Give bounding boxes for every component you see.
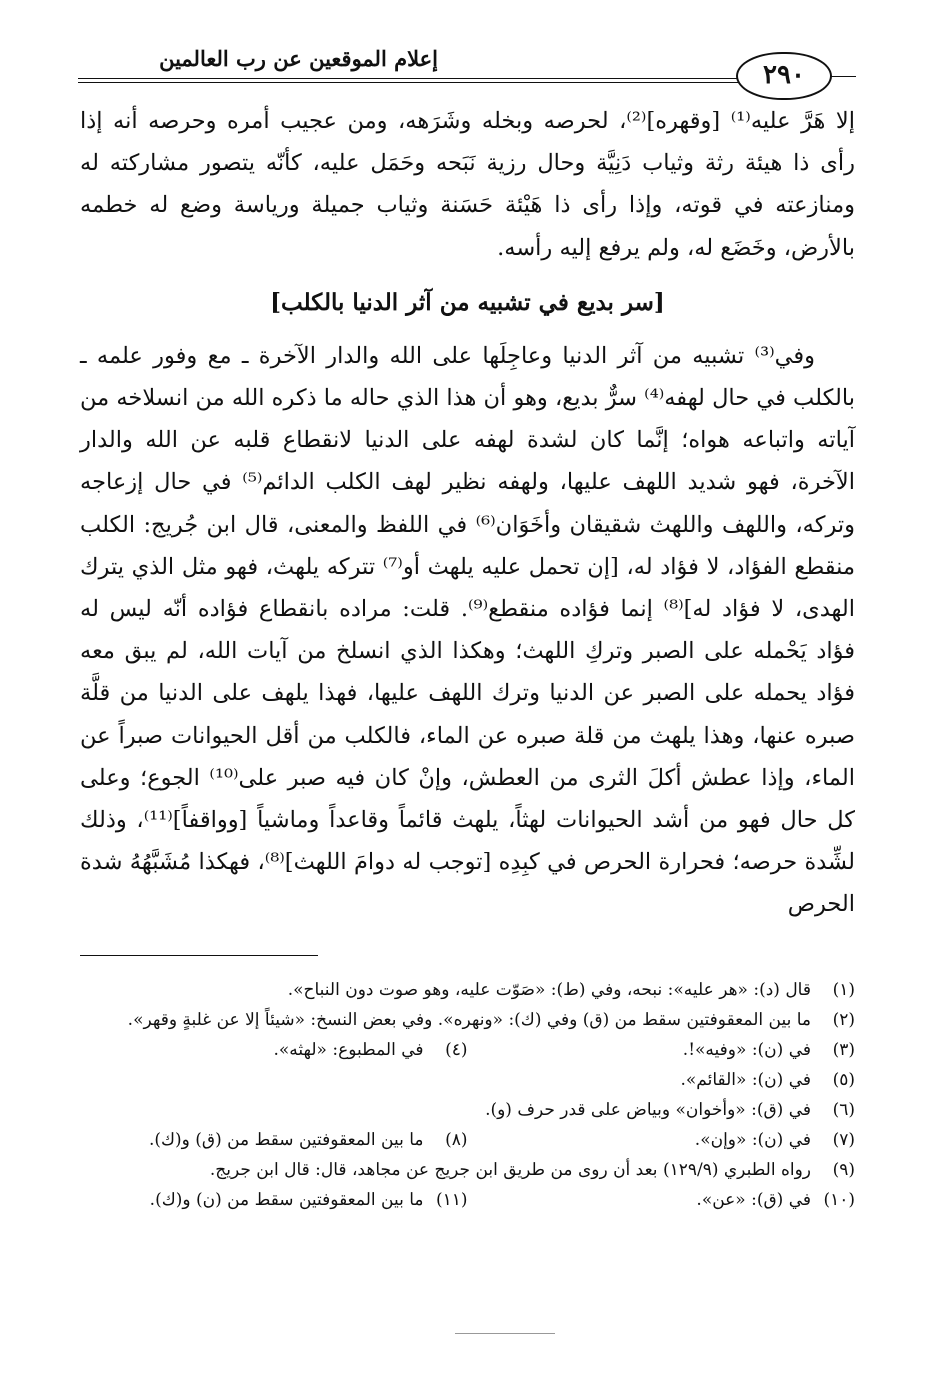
footnote-text: قال (د): «هر عليه»: نبحه، وفي (ط): «صَوّت عليه، وهو صوت دون النباح».: [287, 980, 811, 1000]
footnote-row: [80, 1125, 855, 1155]
footnote-text: في (ق): «عن».: [696, 1190, 811, 1210]
footnote-separator: [80, 955, 318, 956]
footnote-number: (٥): [832, 1070, 855, 1090]
footnote: [80, 1155, 855, 1185]
header-rule-double: [78, 82, 738, 83]
main-text: [80, 100, 855, 926]
footnote-row: [80, 1185, 855, 1215]
bottom-rule: [455, 1333, 555, 1334]
footnote-number: (٩): [832, 1160, 855, 1180]
footnote-number: (٢): [832, 1010, 855, 1030]
footnote: [468, 1125, 856, 1155]
footnote-text: ما بين المعقوفتين سقط من (ن) و(ك).: [149, 1190, 424, 1210]
paragraph-intro: إلا هَرَّ عليه⁽¹⁾ [وقهره]⁽²⁾، لحرصه وبخله وشَرَهه، ومن عجيب أمره وحرصه أنه إذا رأى ذا هيئة رثة وثياب دَنِيَّة وحال رزية نَبَحه وحَمَل عليه، كأنّه يتصور مشاركته له ومنازعته في قوته، وإذا رأى ذا هَيْئة حَسَنة وثياب جميلة ورياسة وضع له خطمه بالأرض، وخَضَع له، ولم يرفع إليه رأسه.: [80, 108, 855, 261]
footnote-text: في (ن): «القائم».: [680, 1070, 811, 1090]
footnote: [80, 1035, 468, 1065]
footnote: [80, 1095, 855, 1125]
running-title: إعلام الموقعين عن رب العالمين: [159, 46, 438, 71]
footnote-text: في (ن): «وإن».: [694, 1130, 811, 1150]
footnote: [80, 975, 855, 1005]
footnote-number: (٦): [832, 1100, 855, 1120]
footnote: [80, 1065, 855, 1095]
footnote-text: في (ن): «وفيه»!.: [682, 1040, 811, 1060]
running-header: [78, 44, 856, 94]
footnote-text: ما بين المعقوفتين سقط من (ق) و(ك).: [148, 1130, 424, 1150]
footnote: [468, 1185, 856, 1215]
footnote-number: (١١): [435, 1190, 468, 1210]
footnote-number: (١): [832, 980, 855, 1000]
footnote: [468, 1035, 856, 1065]
footnote-row: [80, 1035, 855, 1065]
footnote-number: (٤): [445, 1040, 468, 1060]
footnote-number: (٨): [445, 1130, 468, 1150]
footnote: [80, 1005, 855, 1035]
footnote-text: في المطبوع: «لهثه».: [273, 1040, 424, 1060]
footnotes: [80, 975, 855, 1215]
footnote-number: (١٠): [823, 1190, 855, 1210]
footnote-number: (٣): [832, 1040, 855, 1060]
footnote-text: ما بين المعقوفتين سقط من (ق) وفي (ك): «ونهره». وفي بعض النسخ: «شيئاً إلا عن غلبةٍ وقهر».: [127, 1010, 811, 1030]
footnote-number: (٧): [832, 1130, 855, 1150]
footnote: [80, 1185, 468, 1215]
paragraph-main: وفي⁽³⁾ تشبيه من آثر الدنيا وعاجِلَها على الله والدار الآخرة ـ مع وفور علمه ـ بالكلب في حال لهفه⁽⁴⁾ سرٌّ بديع، وهو أن هذا الذي حاله ما ذكره الله من انسلاخه من آياته واتباعه هواه؛ إنَّما كان لشدة لهفه على الدنيا لانقطاع قلبه عن الله والدار الآخرة، فهو شديد اللهف عليها، ولهفه نظير لهف الكلب الدائم⁽⁵⁾ في حال إزعاجه وتركه، واللهف واللهث شقيقان وأخَوَان⁽⁶⁾ في اللفظ والمعنى، قال ابن جُريج: الكلب منقطع الفؤاد، لا فؤاد له، [إن تحمل عليه يلهث أو⁽⁷⁾ تتركه يلهث، فهو مثل الذي يترك الهدى، لا فؤاد له]⁽⁸⁾ إنما فؤاده منقطع⁽⁹⁾. قلت: مراده بانقطاع فؤاده أنّه ليس له فؤاد يَحْمله على الصبر وتركِ اللهث؛ وهكذا الذي انسلخ من آيات الله، لم يبق معه فؤاد يحمله على الصبر عن الدنيا وترك اللهف عليها، فهذا يلهف على الدنيا من قلَّة صبره عنها، وهذا يلهث من قلة صبره عن الماء، فالكلب من أقل الحيوانات صبراً عن الماء، وإذا عطش أكلَ الثرى من العطش، وإنْ كان فيه صبر على⁽¹⁰⁾ الجوع؛ وعلى كل حال فهو من أشد الحيوانات لهثاً، يلهث قائماً وقاعداً وماشياً [وواقفاً]⁽¹¹⁾، وذلك لشِّدة حرصه؛ فحرارة الحرص في كبِدِه [توجب له دوامَ اللهث]⁽⁸⁾، فهكذا مُشَبَّهُهُ شدة الحرص: [80, 342, 856, 918]
footnote-text: في (ق): «وأخوان» وبياض على قدر حرف (و).: [485, 1100, 811, 1120]
header-rule: [78, 78, 738, 79]
footnote-text: رواه الطبري (١٢٩/٩) بعد أن روى من طريق ابن جريج عن مجاهد، قال: قال ابن جريج.: [209, 1160, 811, 1180]
footnote: [80, 1125, 468, 1155]
page-number: ٢٩٠: [736, 52, 832, 100]
section-heading: [سر بديع في تشبيه من آثر الدنيا بالكلب]: [270, 288, 665, 316]
